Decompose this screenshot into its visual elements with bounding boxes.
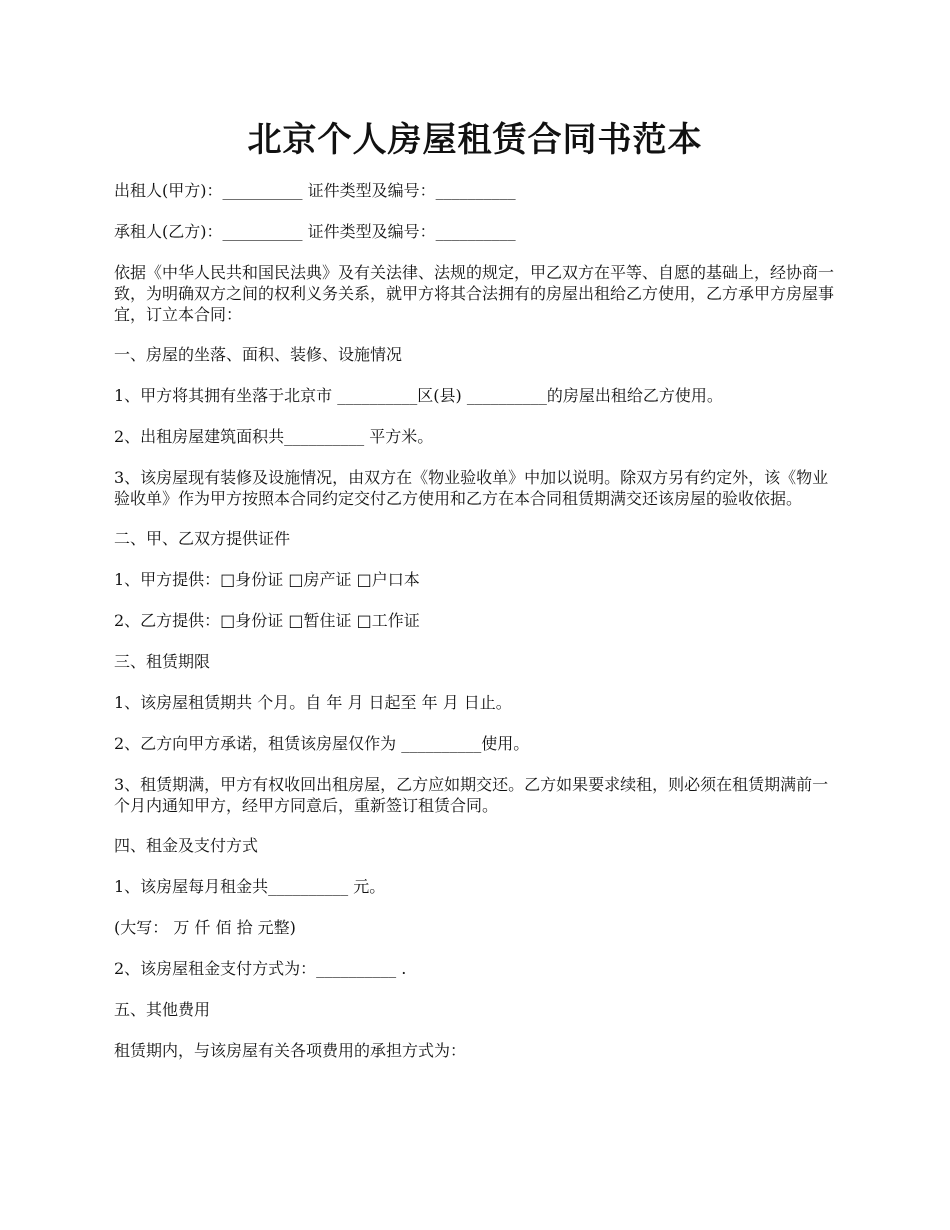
clause-2-2: 2、乙方提供：□身份证 □暂住证 □工作证: [114, 611, 420, 630]
clause-3-3: 3、租赁期满，甲方有权收回出租房屋，乙方应如期交还。乙方如果要求续租，则必须在租赁期满前一个月内通知甲方，经甲方同意后，重新签订租赁合同。: [114, 775, 829, 815]
paragraph-lessee: 承租人(乙方)：__________ 证件类型及编号：__________: [114, 222, 516, 241]
document-body: [114, 180, 844, 1081]
paragraph-preamble: 依据《中华人民共和国民法典》及有关法律、法规的规定，甲乙双方在平等、自愿的基础上，经协商一致，为明确双方之间的权利义务关系，就甲方将其合法拥有的房屋出租给乙方使用，乙方承甲方房屋事宜，订立本合同：: [114, 263, 835, 324]
section-heading-2: 二、甲、乙双方提供证件: [114, 529, 291, 548]
clause-3-2: 2、乙方向甲方承诺，租赁该房屋仅作为 __________使用。: [114, 734, 530, 753]
section-heading-4: 四、租金及支付方式: [114, 836, 259, 855]
section-heading-5: 五、其他费用: [114, 1000, 211, 1019]
clause-2-1: 1、甲方提供：□身份证 □房产证 □户口本: [114, 570, 420, 589]
paragraph-lessor: 出租人(甲方)：__________ 证件类型及编号：__________: [114, 181, 516, 200]
clause-4-amount-words: (大写： 万 仟 佰 拾 元整): [114, 918, 296, 937]
clause-1-3: 3、该房屋现有装修及设施情况，由双方在《物业验收单》中加以说明。除双方另有约定外，该《物业验收单》作为甲方按照本合同约定交付乙方使用和乙方在本合同租赁期满交还该房屋的验收依据。: [114, 468, 829, 508]
clause-4-2: 2、该房屋租金支付方式为：__________ .: [114, 959, 407, 978]
clause-1-1: 1、甲方将其拥有坐落于北京市 __________区(县) __________的房屋出租给乙方使用。: [114, 386, 723, 405]
clause-5-intro: 租赁期内，与该房屋有关各项费用的承担方式为：: [114, 1041, 467, 1060]
document-title: 北京个人房屋租赁合同书范本: [247, 120, 703, 160]
clause-4-1: 1、该房屋每月租金共__________ 元。: [114, 877, 386, 896]
clause-3-1: 1、该房屋租赁期共 个月。自 年 月 日起至 年 月 日止。: [114, 693, 512, 712]
clause-1-2: 2、出租房屋建筑面积共__________ 平方米。: [114, 427, 434, 446]
section-heading-3: 三、租赁期限: [114, 652, 211, 671]
section-heading-1: 一、房屋的坐落、面积、装修、设施情况: [114, 345, 403, 364]
